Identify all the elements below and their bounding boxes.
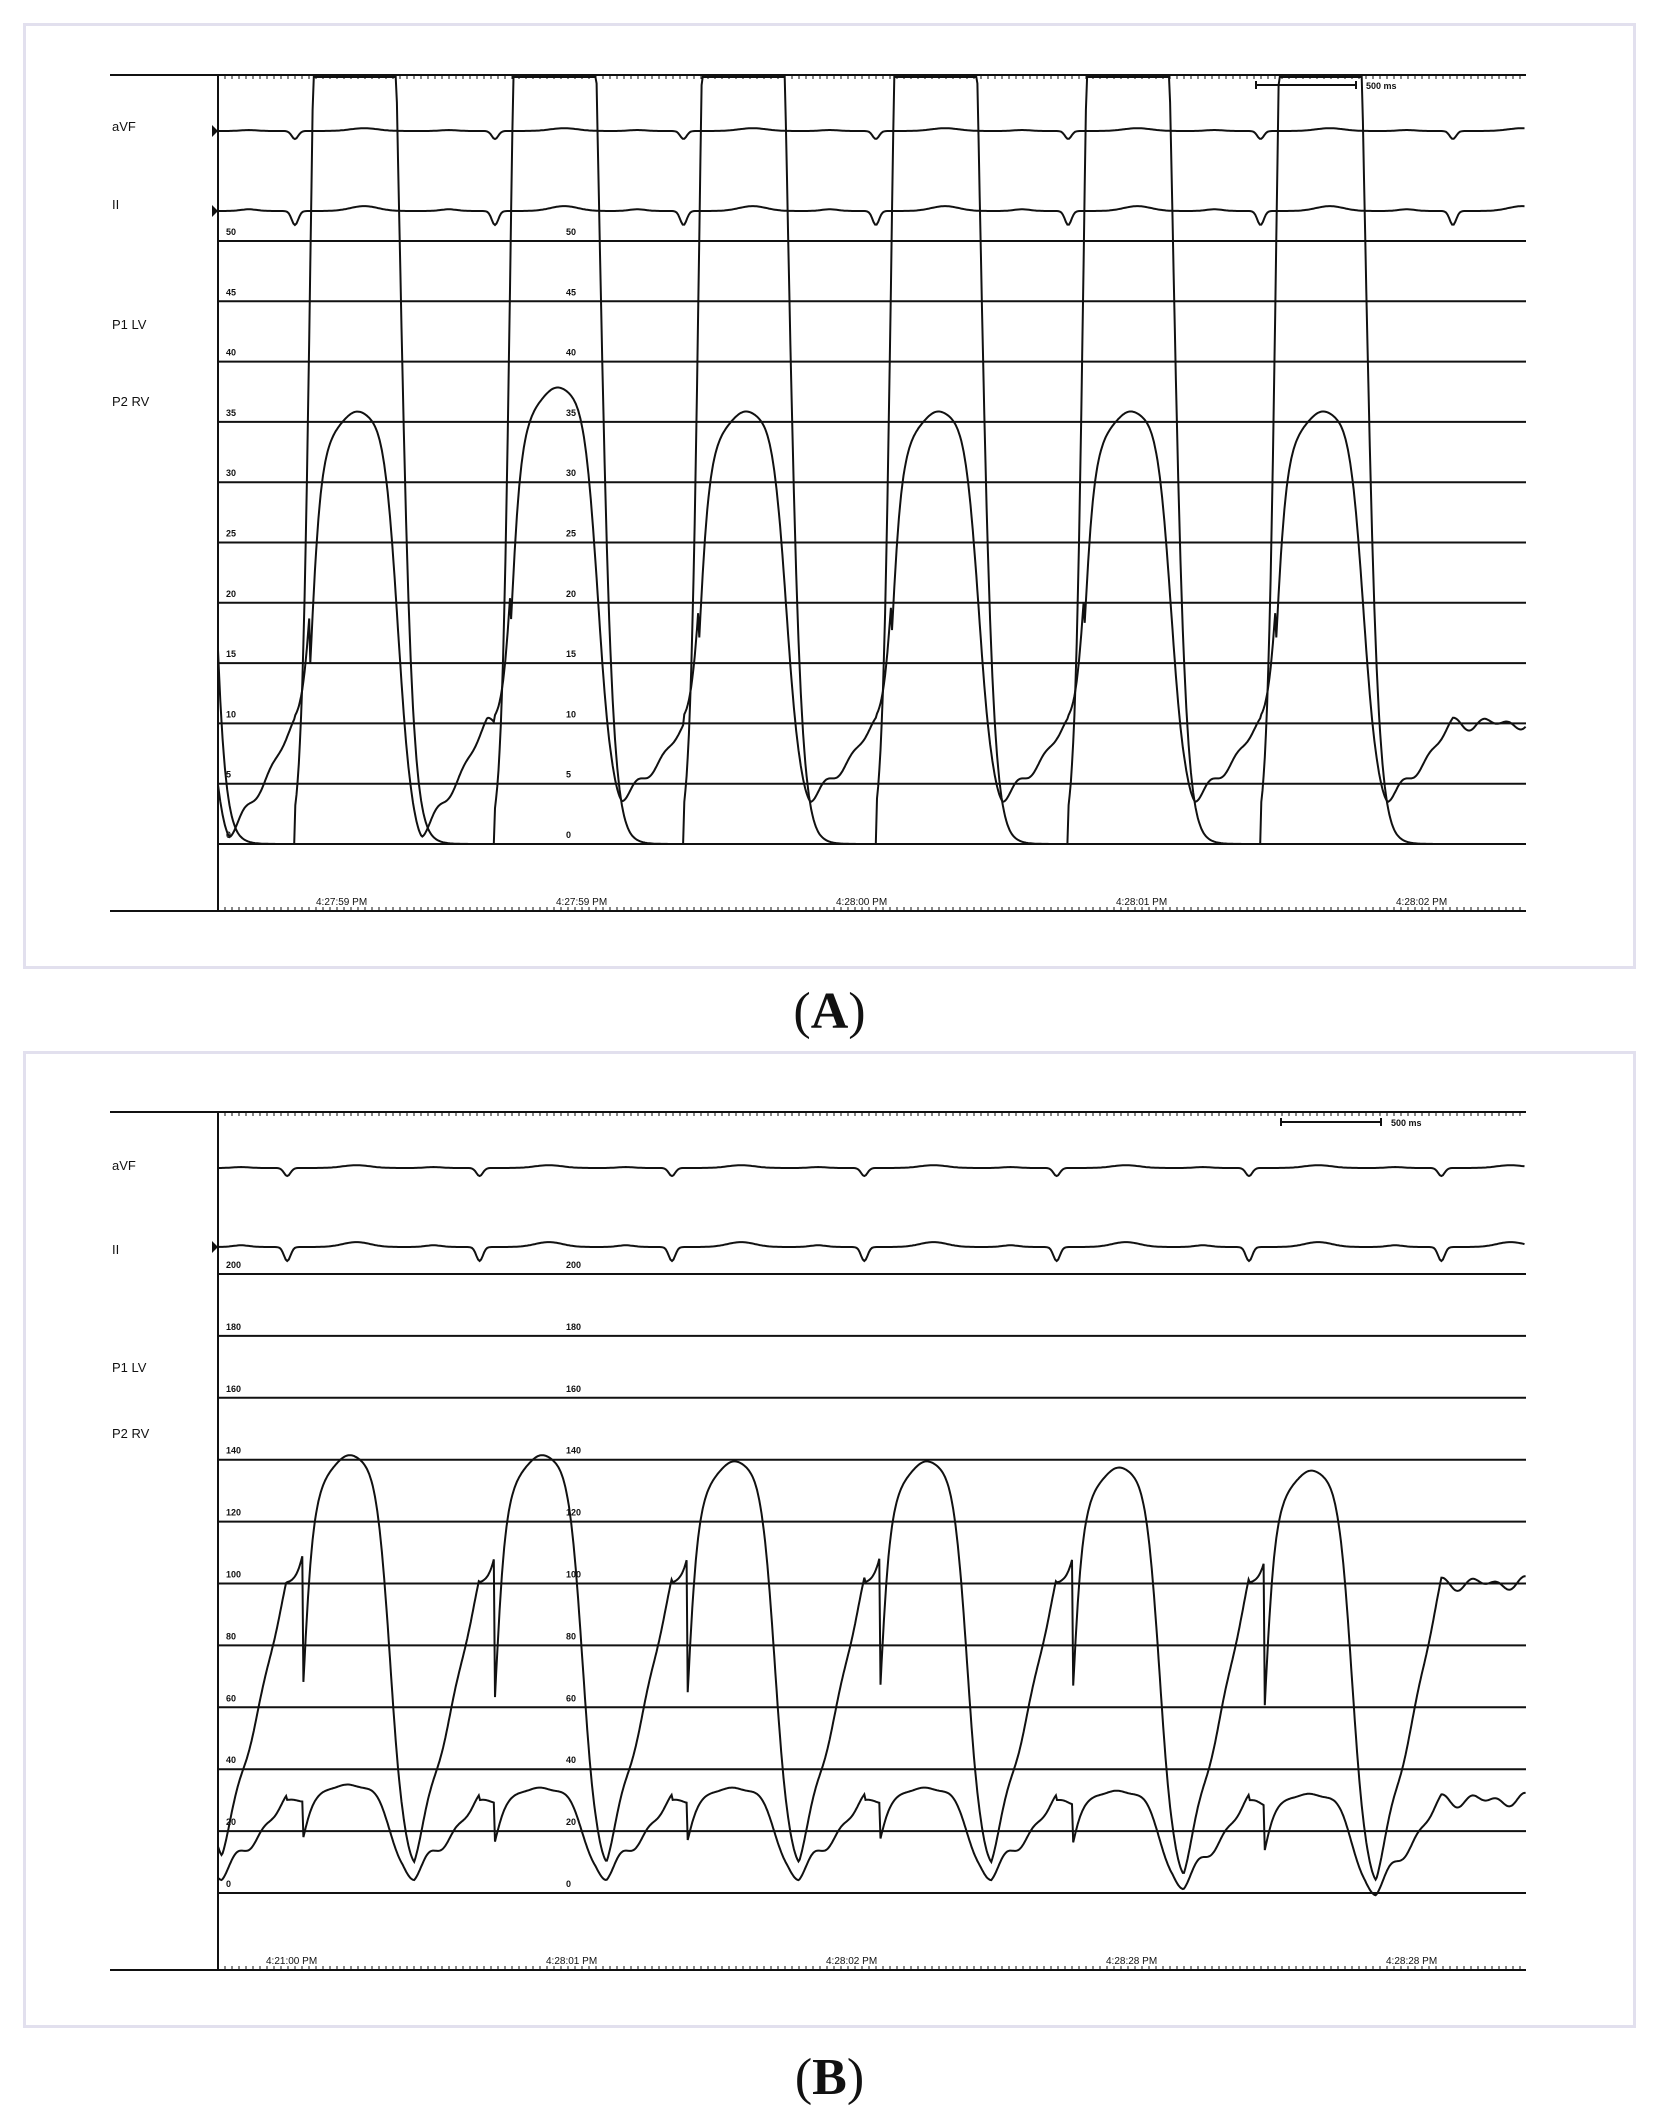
pressure-trace-p2-rv	[218, 388, 1526, 838]
time-label: 4:28:01 PM	[546, 1956, 598, 1967]
y-tick-label: 40	[566, 1755, 577, 1766]
y-tick-label: 15	[566, 649, 577, 660]
y-tick-label: 20	[226, 1817, 237, 1828]
y-tick-label: 200	[226, 1260, 242, 1270]
ecg-ii-trace	[218, 206, 1525, 225]
channel-label: P1 LV	[112, 1360, 147, 1375]
y-tick-label: 0	[226, 830, 232, 840]
time-label: 4:28:28 PM	[1106, 1956, 1158, 1967]
y-tick-label: 100	[226, 1569, 242, 1580]
panel-b	[23, 1051, 1636, 2028]
caption-a: (A)	[793, 983, 866, 1040]
y-tick-label: 60	[566, 1693, 577, 1704]
channel-label: II	[112, 197, 120, 212]
chart-a	[26, 26, 1633, 966]
channel-label: II	[112, 1242, 120, 1257]
panel-a	[23, 23, 1636, 969]
y-tick-label: 40	[226, 1755, 237, 1766]
caption-b: (B)	[794, 2049, 865, 2106]
time-label: 4:28:02 PM	[826, 1956, 878, 1967]
y-tick-label: 45	[566, 287, 577, 298]
y-tick-label: 20	[226, 588, 237, 599]
caption-a-letter: A	[810, 983, 849, 1040]
y-tick-label: 120	[566, 1507, 582, 1518]
y-tick-label: 40	[226, 347, 237, 358]
y-tick-label: 80	[226, 1631, 237, 1642]
y-tick-label: 5	[566, 769, 572, 780]
y-tick-label: 15	[226, 649, 237, 660]
y-tick-label: 25	[566, 528, 577, 539]
y-tick-label: 160	[226, 1383, 242, 1394]
time-label: 4:28:28 PM	[1386, 1956, 1438, 1967]
time-label: 4:28:01 PM	[1116, 897, 1168, 908]
y-tick-label: 200	[566, 1260, 582, 1270]
time-label: 4:27:59 PM	[556, 897, 608, 908]
channel-label: P2 RV	[112, 394, 150, 409]
channel-label: aVF	[112, 119, 136, 134]
y-tick-label: 35	[566, 407, 577, 418]
y-tick-label: 10	[226, 709, 237, 720]
scale-bar-label: 500 ms	[1366, 81, 1397, 91]
ecg-avf-trace	[218, 1165, 1525, 1176]
y-tick-label: 35	[226, 407, 237, 418]
y-tick-label: 5	[226, 769, 232, 780]
y-tick-label: 100	[566, 1569, 582, 1580]
y-tick-label: 140	[566, 1445, 582, 1456]
channel-label: aVF	[112, 1158, 136, 1173]
caption-b-letter: B	[812, 2049, 847, 2106]
y-tick-label: 80	[566, 1631, 577, 1642]
time-label: 4:28:00 PM	[836, 897, 888, 908]
y-tick-label: 10	[566, 709, 577, 720]
y-tick-label: 30	[226, 468, 237, 479]
time-label: 4:21:00 PM	[266, 1956, 318, 1967]
y-tick-label: 40	[566, 347, 577, 358]
y-tick-label: 50	[226, 227, 237, 237]
channel-label: P1 LV	[112, 317, 147, 332]
y-tick-label: 0	[566, 1879, 572, 1889]
y-tick-label: 30	[566, 468, 577, 479]
y-tick-label: 20	[566, 1817, 577, 1828]
y-tick-label: 180	[226, 1321, 242, 1332]
y-tick-label: 0	[226, 1879, 232, 1889]
y-tick-label: 120	[226, 1507, 242, 1518]
scale-bar-label: 500 ms	[1391, 1118, 1422, 1128]
y-tick-label: 45	[226, 287, 237, 298]
y-tick-label: 0	[566, 830, 572, 840]
pressure-trace-p1-lv	[218, 77, 1526, 844]
y-tick-label: 50	[566, 227, 577, 237]
chart-b	[26, 1054, 1633, 2025]
y-tick-label: 180	[566, 1321, 582, 1332]
y-tick-label: 20	[566, 588, 577, 599]
y-tick-label: 60	[226, 1693, 237, 1704]
channel-label: P2 RV	[112, 1426, 150, 1441]
ecg-ii-trace	[218, 1242, 1525, 1261]
pressure-trace-p2-rv	[218, 1785, 1526, 1896]
time-label: 4:28:02 PM	[1396, 897, 1448, 908]
pressure-trace-p1-lv	[218, 1455, 1526, 1879]
ecg-avf-trace	[218, 128, 1525, 139]
time-label: 4:27:59 PM	[316, 897, 368, 908]
y-tick-label: 25	[226, 528, 237, 539]
y-tick-label: 140	[226, 1445, 242, 1456]
y-tick-label: 160	[566, 1383, 582, 1394]
